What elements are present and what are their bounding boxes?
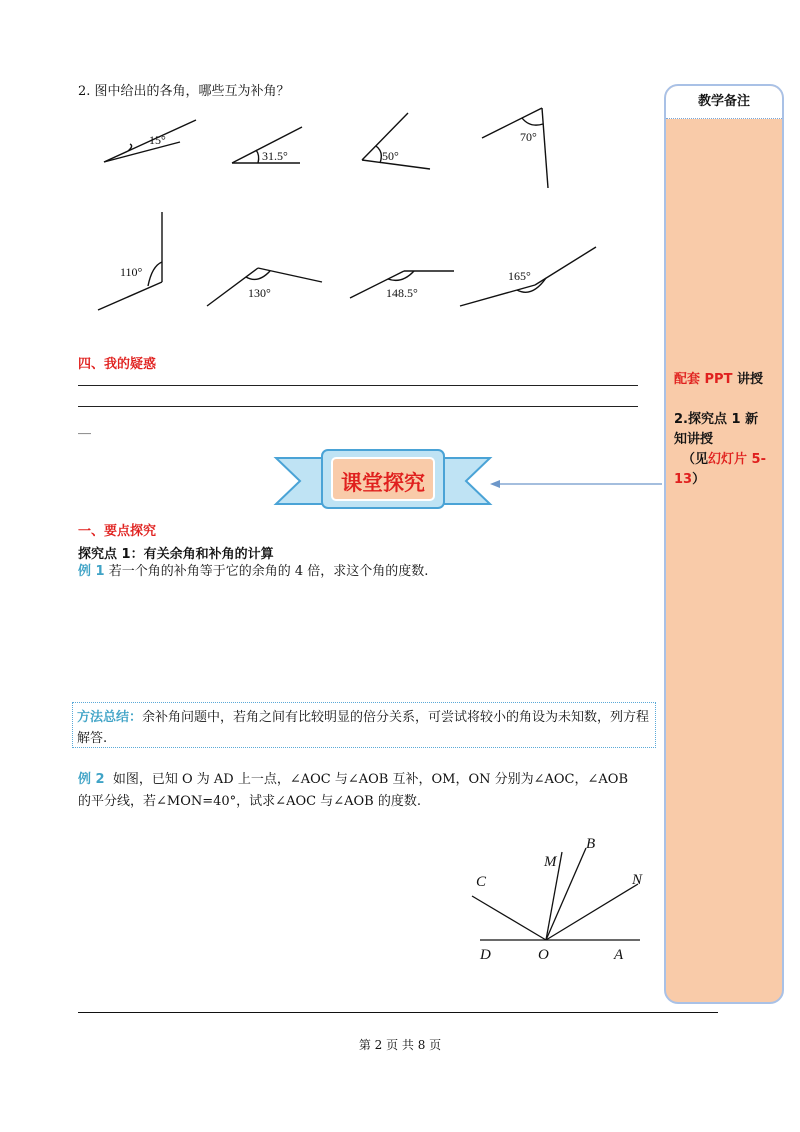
point-label-n: N (632, 872, 643, 888)
sidebar-line-2: 2.探究点 1 新 (674, 412, 759, 427)
sidebar-line-3: 知讲授 (674, 432, 714, 447)
point-label-m: M (544, 854, 557, 870)
example-2-label: 例 2 (78, 772, 105, 787)
sidebar-ppt-black: 讲授 (732, 372, 763, 387)
footer-rule (78, 1012, 718, 1013)
teaching-notes-sidebar (664, 84, 784, 1004)
method-summary-box (72, 702, 656, 748)
example-2-line-2: 的平分线，若∠MON=40°，试求∠AOC 与∠AOB 的度数. (78, 794, 421, 809)
sidebar-title: 教学备注 (666, 86, 782, 119)
sidebar-note-ppt (674, 370, 763, 390)
angle-label: 15° (149, 133, 166, 147)
angle-label: 70° (520, 130, 537, 144)
angle-label: 31.5° (262, 149, 288, 163)
angle-arc (376, 146, 381, 163)
explore-point-title: 探究点 1：有关余角和补角的计算 (78, 547, 274, 562)
angle-arc (246, 271, 270, 279)
answer-line (78, 406, 638, 407)
sidebar-note-explore (674, 410, 766, 490)
angle-label: 130° (248, 286, 271, 300)
angle-ray (460, 285, 535, 306)
angle-label: 110° (120, 265, 143, 279)
angle-label: 50° (382, 149, 399, 163)
sidebar-line-4: （见幻灯片 5- (682, 452, 766, 467)
point-label-a: A (614, 947, 624, 963)
method-label: 方法总结： (77, 710, 143, 725)
angle-ray (98, 282, 162, 310)
example-2 (78, 769, 653, 813)
example-1-text: 若一个角的补角等于它的余角的 4 倍，求这个角的度数. (108, 564, 429, 579)
angle-ray (258, 268, 322, 282)
point-label-d: D (480, 947, 491, 963)
banner-title: 课堂探究 (341, 471, 425, 495)
geometry-diagram (460, 828, 660, 968)
answer-line (78, 385, 638, 386)
angle-arc (522, 118, 543, 125)
angle-ray (535, 247, 596, 285)
question-2: 2. 图中给出的各角，哪些互为补角？ (78, 84, 290, 99)
angle-label: 165° (508, 269, 531, 283)
method-text: 余补角问题中，若角之间有比较明显的倍分关系，可尝试将较小的角设为未知数，列方程解答. (77, 710, 650, 746)
example-2-line-1: 如图，已知 O 为 AD 上一点，∠AOC 与∠AOB 互补，OM，ON 分别为∠AOC，∠AOB (112, 772, 628, 787)
answer-line-tail: __ (78, 420, 91, 435)
example-1 (78, 561, 428, 583)
example-1-label: 例 1 (78, 564, 105, 579)
angle-label: 148.5° (386, 286, 418, 300)
sidebar-line-5: 13） (674, 472, 706, 487)
section-1-title: 一、要点探究 (78, 524, 157, 539)
section-4-title: 四、我的疑惑 (78, 357, 157, 372)
angle-ray (542, 108, 548, 188)
point-label-c: C (476, 874, 487, 890)
page-footer: 第 2 页 共 8 页 (358, 1038, 442, 1052)
point-label-b: B (586, 836, 596, 852)
banner-graphic (270, 446, 670, 518)
angle-arc (256, 150, 259, 163)
point-label-o: O (538, 947, 549, 963)
sidebar-ppt-red: 配套 PPT (674, 372, 733, 387)
